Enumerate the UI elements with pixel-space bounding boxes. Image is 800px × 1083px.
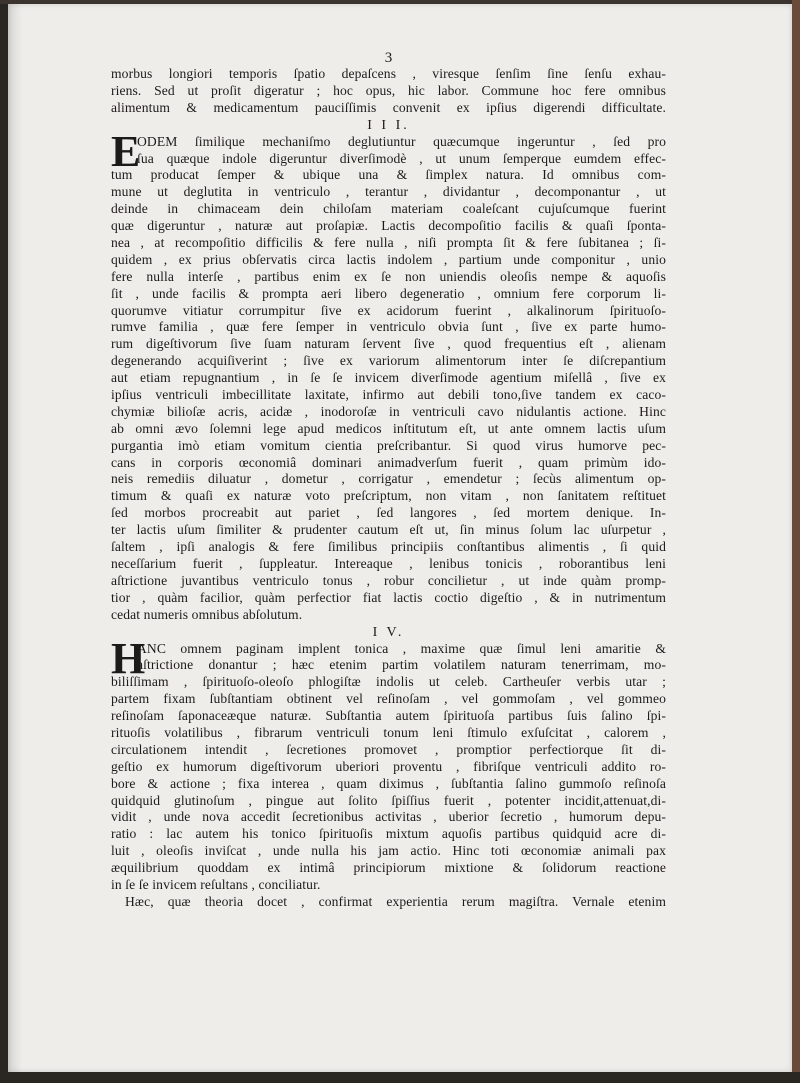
section-4-paragraph (111, 633, 666, 911)
drop-cap: E (111, 126, 141, 176)
text-line: bore & actione ; fixa interea , quam diximus , ſubſtantia ſalino gummoſo reſinoſa (111, 775, 666, 791)
text-line: ſaltem , ipſi analogis & fere ſimilibus principiis conſtantibus alimentis , ſi quid (111, 539, 666, 555)
book-page (8, 4, 792, 1072)
text-line: cans in corporis œconomiâ dominari animadverſum fuerit , quam primùm ido- (111, 454, 666, 470)
text-line: ab omni ævo ſolemni lege apud medicos inſtitutum eſt, ut ante omnem lactis uſum (111, 420, 666, 436)
text-line: biliſſimam , ſpirituoſo-oleoſo phlogiſtæ indolis ut celeb. Cartheuſer verbis utar ; (111, 674, 666, 690)
text-line: mune ut deglutita in ventriculo , terantur , dividantur , decomponantur , ut (111, 184, 666, 200)
text-line: æquilibrium quoddam ex intimâ principiorum mixtione & ſolidorum reactione (111, 860, 666, 876)
book-cover-edge (792, 0, 800, 1083)
text-line: vidit , unde nova accedit ſecretionibus activitas , uberior ſecretio , humorum depu- (111, 809, 666, 825)
drop-cap: H (111, 633, 146, 683)
text-line: riens. Sed ut proſit digeratur ; hoc opus, hic labor. Commune hoc fere omnibus (111, 82, 666, 98)
text-line: quidem , ex prius obſervatis circa lactis indolem , partium unde componitur , unio (111, 251, 666, 267)
text-line: fere nulla interſe , partibus enim ex ſe non uniendis oleoſis nempe & aquoſis (111, 268, 666, 284)
page-bottom-edge (0, 1072, 800, 1083)
text-line: quæ digeruntur , naturæ aut proſapiæ. Lactis decompoſitio facilis & quaſi ſponta- (111, 218, 666, 234)
text-line: timum & quaſi ex naturæ voto preſcriptum, non vitam , non ſanitatem reſtituet (111, 488, 666, 504)
spine-shadow (8, 4, 22, 1072)
text-line: cedat numeris omnibus abſolutum. (111, 606, 303, 622)
text-line: partem fixam ſubſtantiam obtinent vel reſinoſam , vel gommoſam , vel gommeo (111, 691, 666, 707)
text-line: nea , at recompoſitio difficilis & fere nulla , niſi prompta ſit & fere ſubitanea ; ſi- (111, 235, 666, 251)
section-3-paragraph (111, 126, 666, 624)
text-line: ratio : lac autem his tonico ſpirituoſis mixtum aquoſis partibus quidquid acre di- (111, 826, 666, 842)
text-line: tum producat ſemper & ubique una & ſimplex natura. Id omnibus com- (111, 167, 666, 183)
text-line: ODEM ſimilique mechaniſmo deglutiuntur quæcumque ingeruntur , ſed pro (137, 133, 666, 149)
text-line: Hæc, quæ theoria docet , confirmat experientia rerum magiſtra. Vernale etenim (125, 893, 666, 909)
text-line: ipſius ventriculi imbecillitate laxitate, infirmo aut debili tono,ſive tandem ex caco- (111, 387, 666, 403)
text-line: aut etiam repugnantium , in ſe ſe invicem diverſimode agentium miſellâ , ſive ex (111, 370, 666, 386)
text-line: alimentum & medicamentum pauciſſimis convenit ex ipſius digerendi difficultate. (111, 99, 666, 115)
text-line: aſtrictione juvantibus ventriculo tonus , robur concilietur , ut inde quàm promp- (111, 572, 666, 588)
text-line: aſtrictione donantur ; hæc etenim partim volatilem naturam tenerrimam, mo- (137, 657, 666, 673)
text-line: reſinoſam ſaponaceæque naturæ. Subſtantia autem ſpirituoſa partibus ſuis ſalino ſpi- (111, 708, 666, 724)
text-line: circulationem intendit , ſecretiones promovet , promptior perfectiorque ſit di- (111, 741, 666, 757)
text-line: tior , quàm facilior, quàm perfectior fiat lactis coctio digeſtio , & in nutrimentum (111, 589, 666, 605)
text-line: rumve familia , quæ fere ſemper in ventriculo obvia ſunt , ſive ex parte humo- (111, 319, 666, 335)
text-line: in ſe ſe invicem reſultans , conciliatur. (111, 876, 321, 892)
page-number: 3 (384, 50, 393, 66)
intro-paragraph (111, 66, 666, 117)
text-line: morbus longiori temporis ſpatio depaſcens , viresque ſenſim ſine ſenſu exhau- (111, 66, 666, 81)
text-line: rituoſis volatilibus , fibrarum ventriculi tonum leni ſtimulo exſuſcitat , calorem , (111, 724, 666, 740)
text-line: ter lactis uſum ſimiliter & prudenter cautum eſt ut, ſin minus ſolum lac uſurpetur , (111, 522, 666, 538)
text-line: quidquid glutinoſum , pingue aut ſolito ſpiſſius fuerit , potenter incidit,attenuat,di- (111, 792, 666, 808)
text-line: geſtio ex humorum digeſtivorum uberiori proventu , fibriſque ventriculi addito ro- (111, 758, 666, 774)
text-line: quorumve vitiatur corrumpitur ſive ex acidorum fuerint , alkalinorum ſpirituoſo- (111, 302, 666, 318)
page-top-edge (0, 0, 800, 4)
text-line: neis remediis diluatur , dometur , corrigatur , emendetur ; ſecùs alimentum op- (111, 471, 666, 487)
text-line: degenerando acquiſiverint ; ſive ex variorum alimentorum inter ſe diſcrepantium (111, 353, 666, 369)
text-line: chymiæ bilioſæ acris, acidæ , inodoroſæ in ventriculi cavo nidulantis actione. Hinc (111, 403, 666, 419)
text-line: ANC omnem paginam implent tonica , maxime quæ ſimul leni amaritie & (137, 640, 666, 656)
text-line: rum digeſtivorum ſive ſuam naturam ſervent ſive , quod frequentius eſt , alienam (111, 336, 666, 352)
text-block (111, 50, 666, 911)
text-line: neceſſarium fuerit , ſuppleatur. Intereaque , lenibus tonicis , roborantibus leni (111, 555, 666, 571)
section-number-4: I V. (372, 624, 405, 640)
text-line: luit , oleoſis inviſcat , unde nulla his jam actio. Hinc toti œconomiæ animali pax (111, 843, 666, 859)
text-line: ſua quæque indole digeruntur diverſimodè , ut unum ſemperque eumdem effec- (137, 150, 666, 166)
text-line: ſed morbos procreabit aut pariet , ſed langores , ſed mortem denique. In- (111, 505, 666, 521)
section-number-3: I I I. (367, 117, 410, 133)
text-line: purgantia imò etiam vomitum cientia preſcribantur. Si quod virus humorve pec- (111, 437, 666, 453)
text-line: ſit , unde facilis & prompta aeri libero degeneratio , omnium fere corporum li- (111, 285, 666, 301)
text-line: deinde in chimaceam dein chiloſam materiam coaleſcant cujuſcumque fuerint (111, 201, 666, 217)
